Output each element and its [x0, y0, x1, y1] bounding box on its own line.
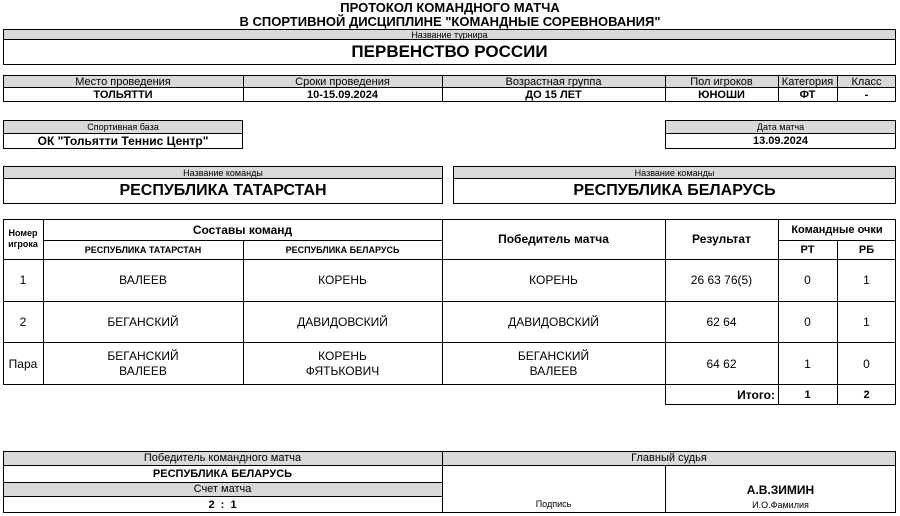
- category-label: Категория: [781, 75, 834, 88]
- team1-column-header: РЕСПУБЛИКА ТАТАРСТАН: [84, 244, 202, 255]
- row2-winner: ДАВИДОВСКИЙ: [508, 314, 599, 329]
- row3-result: 64 62: [706, 356, 737, 371]
- row1-result: 26 63 76(5): [690, 273, 753, 287]
- dates-label: Сроки проведения: [295, 75, 390, 88]
- chief-judge-name: А.В.ЗИМИН: [746, 483, 815, 497]
- match-date-caption: Дата матча: [665, 120, 896, 133]
- total-team2: 2: [863, 388, 870, 401]
- venue-name: ОК "Тольятти Теннис Центр": [3, 133, 243, 149]
- gender-label: Пол игроков: [690, 75, 753, 88]
- winner-header: Победитель матча: [498, 232, 609, 246]
- row3-points-team1: 1: [804, 356, 811, 371]
- place-value: ТОЛЬЯТТИ: [93, 89, 153, 101]
- row3-team2-player-b: ФЯТЬКОВИЧ: [305, 363, 380, 378]
- gender-value: ЮНОШИ: [698, 89, 745, 101]
- row3-winner-a: БЕГАНСКИЙ: [517, 348, 590, 363]
- team2-column-header: РЕСПУБЛИКА БЕЛАРУСЬ: [285, 244, 400, 255]
- player-number-header: Номер игрока: [8, 228, 38, 249]
- row2-team1-player: БЕГАНСКИЙ: [107, 314, 179, 329]
- place-label: Место проведения: [75, 75, 171, 88]
- team2-name: РЕСПУБЛИКА БЕЛАРУСЬ: [453, 178, 896, 204]
- row1-number: 1: [19, 273, 27, 287]
- age-value: ДО 15 ЛЕТ: [525, 89, 582, 101]
- team1-name: РЕСПУБЛИКА ТАТАРСТАН: [3, 178, 443, 204]
- class-label: Класс: [851, 75, 882, 88]
- team-points-header: Командные очки: [791, 223, 883, 236]
- row3-number: Пара: [8, 356, 38, 371]
- dates-value: 10-15.09.2024: [307, 89, 378, 101]
- category-value: ФТ: [799, 89, 816, 101]
- tournament-caption: Название турнира: [3, 29, 896, 39]
- venue-caption: Спортивная база: [3, 120, 243, 133]
- total-label: Итого:: [737, 387, 775, 402]
- row3-winner: [442, 342, 665, 385]
- row2-points-team2: 1: [863, 314, 870, 329]
- tournament-name: ПЕРВЕНСТВО РОССИИ: [3, 39, 896, 65]
- row3-points-team2: 0: [863, 356, 870, 371]
- row3-winner-b: ВАЛЕЕВ: [529, 363, 578, 378]
- lineups-header: Составы команд: [192, 222, 293, 237]
- name-caption: И.О.Фамилия: [752, 499, 809, 510]
- result-header: Результат: [692, 232, 751, 246]
- row2-number: 2: [19, 314, 27, 329]
- match-score-value: 2 : 1: [208, 498, 237, 511]
- row2-points-team1: 0: [804, 314, 811, 329]
- row2-team2-player: ДАВИДОВСКИЙ: [297, 314, 388, 329]
- match-date-value: 13.09.2024: [665, 133, 896, 149]
- protocol-title-line2: В СПОРТИВНОЙ ДИСЦИПЛИНЕ "КОМАНДНЫЕ СОРЕВНОВАНИЯ": [239, 14, 661, 29]
- match-score-caption: Счет матча: [193, 483, 252, 495]
- team-winner-value: РЕСПУБЛИКА БЕЛАРУСЬ: [152, 467, 293, 480]
- protocol-title-line1: ПРОТОКОЛ КОМАНДНОГО МАТЧА: [340, 0, 560, 15]
- team2-caption: Название команды: [453, 166, 896, 178]
- row2-result: 62 64: [706, 314, 737, 329]
- row1-team2-player: КОРЕНЬ: [318, 273, 367, 287]
- total-team1: 1: [804, 388, 811, 401]
- points-team1-header: РТ: [800, 243, 815, 256]
- chief-judge-caption: Главный судья: [631, 452, 707, 464]
- row3-team2-player-a: КОРЕНЬ: [318, 348, 367, 363]
- row3-team1-player-b: ВАЛЕЕВ: [119, 363, 167, 378]
- class-value: -: [864, 89, 869, 101]
- row3-team1-player-a: БЕГАНСКИЙ: [107, 348, 179, 363]
- points-team2-header: РБ: [858, 243, 875, 256]
- row3-team1-pair: [43, 342, 243, 385]
- row3-team2-pair: [243, 342, 442, 385]
- row1-points-team1: 0: [804, 273, 811, 287]
- age-label: Возрастная группа: [505, 75, 602, 88]
- team-winner-caption: Победитель командного матча: [143, 452, 302, 464]
- row1-winner: КОРЕНЬ: [529, 273, 578, 287]
- row1-team1-player: ВАЛЕЕВ: [119, 273, 167, 287]
- team1-caption: Название команды: [3, 166, 443, 178]
- signature-caption: Подпись: [535, 499, 572, 509]
- row1-points-team2: 1: [863, 273, 870, 287]
